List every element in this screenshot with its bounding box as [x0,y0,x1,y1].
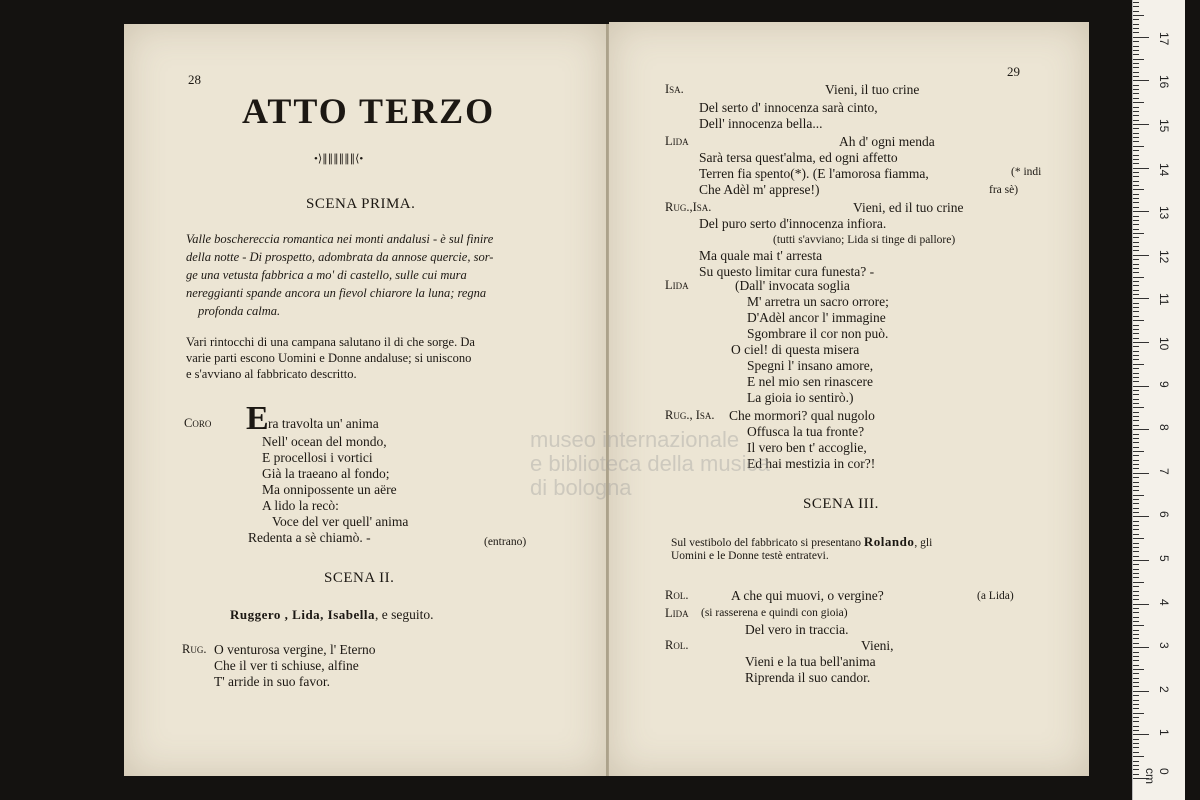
ruler-tick [1133,242,1139,243]
ruler-tick [1133,560,1149,561]
character-tail: , e seguito. [375,607,434,622]
ruler-tick [1133,577,1139,578]
ruler-tick [1133,272,1139,273]
ruler-tick [1133,128,1139,129]
character-names: Ruggero , Lida, Isabella [230,607,376,622]
verse-line: Riprenda il suo candor. [745,670,871,685]
ruler-tick [1133,32,1139,33]
ruler-number: 1 [1157,729,1171,737]
ruler-tick [1133,625,1144,626]
speaker-label: Rol. [665,638,689,652]
text-line: profonda calma. [198,304,281,318]
ruler-tick [1133,172,1139,173]
ruler-tick [1133,72,1139,73]
ruler-tick [1133,621,1139,622]
ornament: •⟩∥∥∥∥∥∥⟨• [314,153,364,165]
ruler-tick [1133,434,1139,435]
ruler-tick [1133,303,1139,304]
ruler-tick [1133,416,1139,417]
ruler-tick [1133,93,1139,94]
ruler-tick [1133,503,1139,504]
ruler-tick [1133,739,1139,740]
ruler-tick [1133,6,1139,7]
ruler-tick [1133,455,1139,456]
ruler-tick [1133,586,1139,587]
ruler-tick [1133,564,1139,565]
ruler-tick [1133,255,1149,256]
verse-line: (Dall' invocata soglia [735,278,850,293]
ruler-tick [1133,189,1144,190]
ruler-tick [1133,54,1139,55]
ruler-tick [1133,325,1139,326]
stage-paragraph [186,334,546,382]
page-number: 28 [188,72,201,87]
ruler-number: 5 [1157,555,1171,562]
ruler-number: 12 [1157,249,1171,264]
ruler-tick [1133,220,1139,221]
ruler-tick [1133,298,1149,299]
ruler-number: 11 [1157,293,1171,306]
ruler-tick [1133,98,1139,99]
ruler-tick [1133,569,1139,570]
ruler-tick [1133,85,1139,86]
verse-line: T' arride in suo favor. [214,674,331,689]
verse-line: Del serto d' innocenza sarà cinto, [699,100,878,115]
ruler-tick [1133,617,1139,618]
ruler-tick [1133,704,1139,705]
ruler-tick [1133,277,1144,278]
ruler-tick [1133,634,1139,635]
stage-note: (si rasserena e quindi con gioia) [701,607,848,619]
verse-line: A che qui muovi, o vergine? [731,588,884,603]
ruler-tick [1133,80,1149,81]
ruler-tick [1133,285,1139,286]
ruler-tick [1133,377,1139,378]
ruler-tick [1133,608,1139,609]
ruler-tick [1133,24,1139,25]
ruler-number: 8 [1157,424,1171,431]
ruler-tick [1133,665,1139,666]
ruler-tick [1133,351,1139,352]
ruler-tick [1133,386,1149,387]
ruler-tick [1133,233,1144,234]
ruler-tick [1133,756,1144,757]
ruler-tick [1133,543,1139,544]
scene-heading: SCENA II. [324,570,395,586]
ruler-tick [1133,237,1139,238]
ruler-tick [1133,752,1139,753]
verse-line: E nel mio sen rinascere [747,374,873,389]
ruler-tick [1133,338,1139,339]
ruler-tick [1133,50,1139,51]
ruler-tick [1133,229,1139,230]
ruler-tick [1133,660,1139,661]
text-line: nereggianti spande ancora un fievol chiarore la luna; regna [186,286,487,300]
verse-line: Del puro serto d'innocenza infiora. [699,216,887,231]
ruler-tick [1133,643,1139,644]
ruler-tick [1133,612,1139,613]
ruler-number: 10 [1157,337,1171,351]
ruler-tick [1133,390,1139,391]
ruler-tick [1133,185,1139,186]
watermark-logo [530,428,770,500]
ruler-tick [1133,146,1144,147]
stage-note: (entrano) [484,536,527,548]
ruler-tick [1133,525,1139,526]
ruler-tick [1133,516,1149,517]
ruler-tick [1133,364,1144,365]
act-title: ATTO TERZO [242,91,496,131]
verse-line: ra travolta un' anima [268,416,379,431]
speaker-label: Lida [665,134,689,148]
character-list [230,606,434,624]
ruler-tick [1133,604,1149,605]
verse-line: O venturosa vergine, l' Eterno [214,642,376,657]
ruler-tick [1133,429,1149,430]
verse-block [214,642,376,690]
ruler-tick [1133,713,1144,714]
ruler-tick [1133,399,1139,400]
right-page [609,22,1089,776]
ruler-number: 17 [1157,31,1171,46]
speaker-label: Rug. [182,642,207,656]
ruler-tick [1133,442,1139,443]
ruler-tick [1133,194,1139,195]
verse-line: A lido la recò: [262,498,339,513]
measurement-ruler [1132,0,1185,800]
verse-line: Dell' innocenza bella... [699,116,823,131]
ruler-number: 9 [1157,380,1171,388]
ruler-tick [1133,521,1139,522]
verse-line: Vieni, [861,638,894,653]
verse-line: Il vero ben t' accoglie, [747,440,867,455]
ruler-tick [1133,168,1149,169]
ruler-tick [1133,181,1139,182]
verse-line: Vieni e la tua bell'anima [745,654,876,669]
ruler-tick [1133,163,1139,164]
ruler-tick [1133,311,1139,312]
ruler-tick [1133,407,1144,408]
speaker-label: Isa. [665,82,684,96]
ruler-tick [1133,682,1139,683]
ruler-tick [1133,316,1139,317]
stage-note: fra sè) [989,184,1019,196]
verse-block [248,434,409,546]
verse-line: Sarà tersa quest'alma, ed ogni affetto [699,150,898,165]
ruler-tick [1133,499,1139,500]
ruler-tick [1133,368,1139,369]
ruler-tick [1133,107,1139,108]
ruler-tick [1133,730,1139,731]
scene-heading: SCENA III. [803,496,879,512]
text-line: e s'avviano al fabbricato descritto. [186,367,357,381]
ruler-tick [1133,63,1139,64]
ruler-tick [1133,673,1139,674]
ruler-tick [1133,486,1139,487]
ruler-tick [1133,534,1139,535]
ruler-tick [1133,124,1149,125]
text-segment: Sul vestibolo del fabbricato si presentano [671,537,862,549]
ruler-tick [1133,246,1139,247]
speaker-label: Rug., Isa. [665,408,715,422]
ruler-tick [1133,67,1139,68]
ruler-tick [1133,281,1139,282]
ruler-tick [1133,264,1139,265]
ruler-tick [1133,512,1139,513]
ruler-number: 14 [1157,162,1171,176]
watermark-line: di bologna [530,475,632,500]
ruler-tick [1133,700,1139,701]
ruler-tick [1133,669,1144,670]
ruler-number: 2 [1157,685,1171,693]
ruler-tick [1133,599,1139,600]
ruler-tick [1133,355,1139,356]
watermark-line: e biblioteca della musica [530,451,770,476]
speaker-label: Lida [665,278,689,292]
stage-note: (* indi [1011,166,1042,178]
ruler-tick [1133,761,1139,762]
text-line: ge una vetusta fabbrica a mo' di castello, sulle cui mura [186,268,467,282]
verse-line: Che Adèl m' apprese!) [699,182,820,197]
ruler-tick [1133,102,1144,103]
ruler-tick [1133,120,1139,121]
text-line: varie parti escono Uomini e Donne andaluse; si uniscono [186,351,472,365]
ruler-tick [1133,115,1139,116]
speaker-label: Rol. [665,588,689,602]
ruler-tick [1133,708,1139,709]
ruler-tick [1133,333,1139,334]
ruler-tick [1133,15,1144,16]
ruler-tick [1133,573,1139,574]
ruler-tick [1133,582,1144,583]
ruler-tick [1133,473,1149,474]
scene-heading: SCENA PRIMA. [306,196,416,212]
ruler-tick [1133,224,1139,225]
verse-line: Del vero in traccia. [745,622,849,637]
verse-line: Che il ver ti schiuse, alfine [214,658,359,673]
ruler-tick [1133,59,1144,60]
verse-block [745,654,876,686]
ruler-tick [1133,202,1139,203]
verse-block [699,100,878,132]
ruler-unit-label: 0 cm [1143,768,1171,784]
verse-line: M' arretra un sacro orrore; [747,294,889,309]
speaker-label: Rug.,Isa. [665,200,712,214]
ruler-tick [1133,76,1139,77]
speaker-label: Lida [665,606,689,620]
ruler-tick [1133,250,1139,251]
ruler-number: 13 [1157,206,1171,220]
ruler-tick [1133,207,1139,208]
ruler-tick [1133,447,1139,448]
ruler-tick [1133,686,1139,687]
ruler-tick [1133,495,1144,496]
ruler-number: 7 [1157,467,1171,475]
ruler-tick [1133,329,1139,330]
ruler-tick [1133,111,1139,112]
ruler-tick [1133,460,1139,461]
ruler-tick [1133,547,1139,548]
character-name: Rolando [863,534,915,549]
verse-line: Su questo limitar cura funesta? - [699,264,875,279]
ruler-tick [1133,150,1139,151]
ruler-number: 6 [1157,511,1171,519]
ruler-tick [1133,482,1139,483]
ruler-tick [1133,259,1139,260]
stage-direction: Uomini e le Donne testè entratevi. [671,550,829,562]
ruler-tick [1133,290,1139,291]
verse-line: Nell' ocean del mondo, [262,434,387,449]
text-segment: , gli [914,537,933,549]
speaker-label: Coro [184,416,212,430]
text-line: della notte - Di prospetto, adombrata da annose quercie, sor- [186,250,494,264]
verse-line: Vieni, ed il tuo crine [853,200,964,215]
verse-line: Sgombrare il cor non può. [747,326,889,341]
ruler-tick [1133,726,1139,727]
ruler-tick [1133,743,1139,744]
ruler-tick [1133,438,1139,439]
ruler-tick [1133,394,1139,395]
ruler-tick [1133,294,1139,295]
ruler-tick [1133,381,1139,382]
stage-direction [186,230,546,320]
ruler-tick [1133,159,1139,160]
ruler-tick [1133,412,1139,413]
ruler-tick [1133,638,1139,639]
watermark-line: museo internazionale [530,427,740,452]
page-number: 29 [1007,64,1020,79]
verse-block [699,150,929,198]
ruler-tick [1133,769,1139,770]
ruler-tick [1133,595,1139,596]
ruler-tick [1133,425,1139,426]
left-page [124,24,606,776]
verse-line: E procellosi i vortici [262,450,373,465]
ruler-tick [1133,346,1139,347]
ruler-tick [1133,747,1139,748]
verse-line: Terren fia spento(*). (E l'amorosa fiamma, [699,166,929,181]
verse-line: Redenta a sè chiamò. - [248,530,371,545]
ruler-tick [1133,176,1139,177]
verse-line: D'Adèl ancor l' immagine [747,310,886,325]
ruler-tick [1133,141,1139,142]
stage-note: (tutti s'avviano; Lida si tinge di pallore) [773,234,956,246]
ruler-tick [1133,477,1139,478]
ruler-tick [1133,137,1139,138]
ruler-number: 4 [1157,598,1171,606]
verse-block [699,248,874,280]
ruler-tick [1133,464,1139,465]
ruler-tick [1133,155,1139,156]
verse-line: Ed hai mestizia in cor?! [747,456,876,471]
verse-line: O ciel! di questa misera [731,342,860,357]
ruler-tick [1133,268,1139,269]
ruler-tick [1133,551,1139,552]
ruler-tick [1133,538,1144,539]
ruler-tick [1133,691,1149,692]
verse-line: Ma onnipossente un aëre [262,482,397,497]
ruler-tick [1133,198,1139,199]
ruler-tick [1133,529,1139,530]
ruler-tick [1133,133,1139,134]
verse-block [731,294,889,406]
verse-line: Che mormori? qual nugolo [729,408,875,423]
stage-note: (a Lida) [977,590,1014,602]
ruler-tick [1133,28,1139,29]
verse-line: Già la traeano al fondo; [262,466,390,481]
ruler-tick [1133,774,1139,775]
ruler-tick [1133,46,1139,47]
ruler-tick [1133,307,1139,308]
ruler-tick [1133,320,1144,321]
ruler-tick [1133,403,1139,404]
verse-line: Ah d' ogni menda [839,134,935,149]
ruler-tick [1133,734,1149,735]
ruler-tick [1133,630,1139,631]
ruler-tick [1133,652,1139,653]
ruler-number: 16 [1157,75,1171,89]
ruler-tick [1133,678,1139,679]
verse-line: La gioia io sentirò.) [747,390,854,405]
ruler-tick [1133,37,1149,38]
ruler-tick [1133,556,1139,557]
ruler-tick [1133,721,1139,722]
ruler-tick [1133,468,1139,469]
ruler-tick [1133,89,1139,90]
text-line: Valle boschereccia romantica nei monti andalusi - è sul finire [186,232,494,246]
ruler-tick [1133,591,1139,592]
ruler-tick [1133,508,1139,509]
ruler-tick [1133,2,1139,3]
ruler-tick [1133,695,1139,696]
verse-line: Spegni l' insano amore, [747,358,874,373]
ruler-tick [1133,656,1139,657]
ruler-tick [1133,765,1139,766]
ruler-tick [1133,19,1139,20]
ruler-tick [1133,647,1149,648]
ruler-tick [1133,11,1139,12]
ruler-tick [1133,717,1139,718]
ruler-tick [1133,211,1149,212]
verse-line: Offusca la tua fronte? [747,424,865,439]
ruler-tick [1133,420,1139,421]
ruler-tick [1133,41,1139,42]
text-line: Vari rintocchi di una campana salutano il di che sorge. Da [186,335,475,349]
ruler-tick [1133,373,1139,374]
drop-cap: E [246,400,269,437]
ruler-tick [1133,359,1139,360]
ruler-tick [1133,451,1144,452]
ruler-tick [1133,216,1139,217]
verse-line: Ma quale mai t' arresta [699,248,823,263]
ruler-tick [1133,342,1149,343]
verse-line: Voce del ver quell' anima [272,514,409,529]
stage-direction [671,534,932,550]
verse-line: Vieni, il tuo crine [825,82,920,97]
ruler-number: 15 [1157,119,1171,133]
ruler-number: 3 [1157,642,1171,649]
ruler-tick [1133,490,1139,491]
